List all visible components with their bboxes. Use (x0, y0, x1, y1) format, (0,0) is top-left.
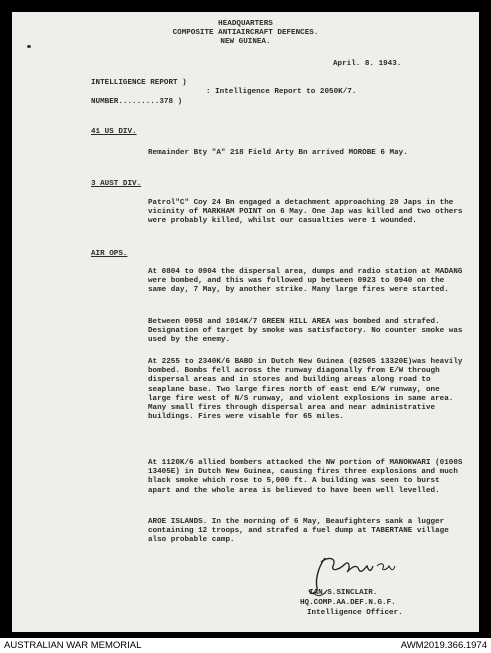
intel-report-reference: : Intelligence Report to 2050K/7. (206, 88, 357, 96)
archive-footer (0, 638, 491, 653)
signatory-unit: HQ.COMP.AA.DEF.N.G.F. (300, 599, 396, 607)
document-page (12, 12, 479, 632)
air-ops-paragraph-2: Between 0958 and 1014K/7 GREEN HILL AREA was bombed and strafed. Designation of target by smoke was satisfactory. No counter smoke was used by the enemy. (148, 318, 463, 345)
section-heading-41-us-div: 41 US DIV. (91, 128, 137, 136)
section-heading-air-ops: AIR OPS. (91, 250, 128, 258)
header-line-1: HEADQUARTERS (218, 20, 273, 28)
intel-report-label: INTELLIGENCE REPORT ) (91, 79, 187, 87)
report-number: NUMBER.........378 ) (91, 98, 183, 106)
footer-institution: AUSTRALIAN WAR MEMORIAL (4, 640, 142, 651)
section-heading-3-aust-div: 3 AUST DIV. (91, 180, 142, 188)
header-line-2: COMPOSITE ANTIAIRCRAFT DEFENCES. (172, 29, 319, 37)
footer-accession-number: AWM2019.366.1974 (400, 640, 487, 651)
air-ops-paragraph-3: At 2255 to 2340K/6 BABO in Dutch New Guinea (0250S 13320E)was heavily bombed. Bombs fell across the runway diagonally from E/W through dispersal areas and in stores and building areas along road to seaplane base. Two large fires north of east end E/W runway, one large fire west of N/S runway, and violent explosions in same area. Many small fires through dispersal area and near administrative buildings. Fires were visable for 65 miles. (148, 358, 463, 422)
signatory-title: Intelligence Officer. (307, 609, 403, 617)
signatory-name: IAN.S.SINCLAIR. (309, 589, 378, 597)
air-ops-paragraph-4: At 1120K/6 allied bombers attacked the NW portion of MANOKWARI (0100S 13405E) in Dutch New Guinea, causing fires three explosions and much black smoke which rose to 5,000 ft. A building was seen to burst apart and the whole area is believed to have been well levelled. (148, 459, 463, 495)
air-ops-paragraph-5: AROE ISLANDS. In the morning of 6 May, Beaufighters sank a lugger containing 12 troops, and strafed a fuel dump at TABERTANE village also probable camp. (148, 518, 449, 545)
header-line-3: NEW GUINEA. (220, 38, 271, 46)
section-1-paragraph: Remainder Bty "A" 218 Field Arty Bn arrived MOROBE 6 May. (148, 149, 408, 157)
section-2-paragraph: Patrol"C" Coy 24 Bn engaged a detachment approaching 20 Japs in the vicinity of MARKHAM POINT on 6 May. One Jap was killed and two others were probably killed, whilst our casualties were 1 wounded. (148, 199, 463, 226)
report-date: April. 8. 1943. (333, 60, 402, 68)
air-ops-paragraph-1: At 0804 to 0904 the dispersal area, dumps and radio station at MADANG were bombed, and this was followed up between 0923 to 0940 on the same day, 7 May, by another strike. Many large fires were started. (148, 268, 463, 295)
